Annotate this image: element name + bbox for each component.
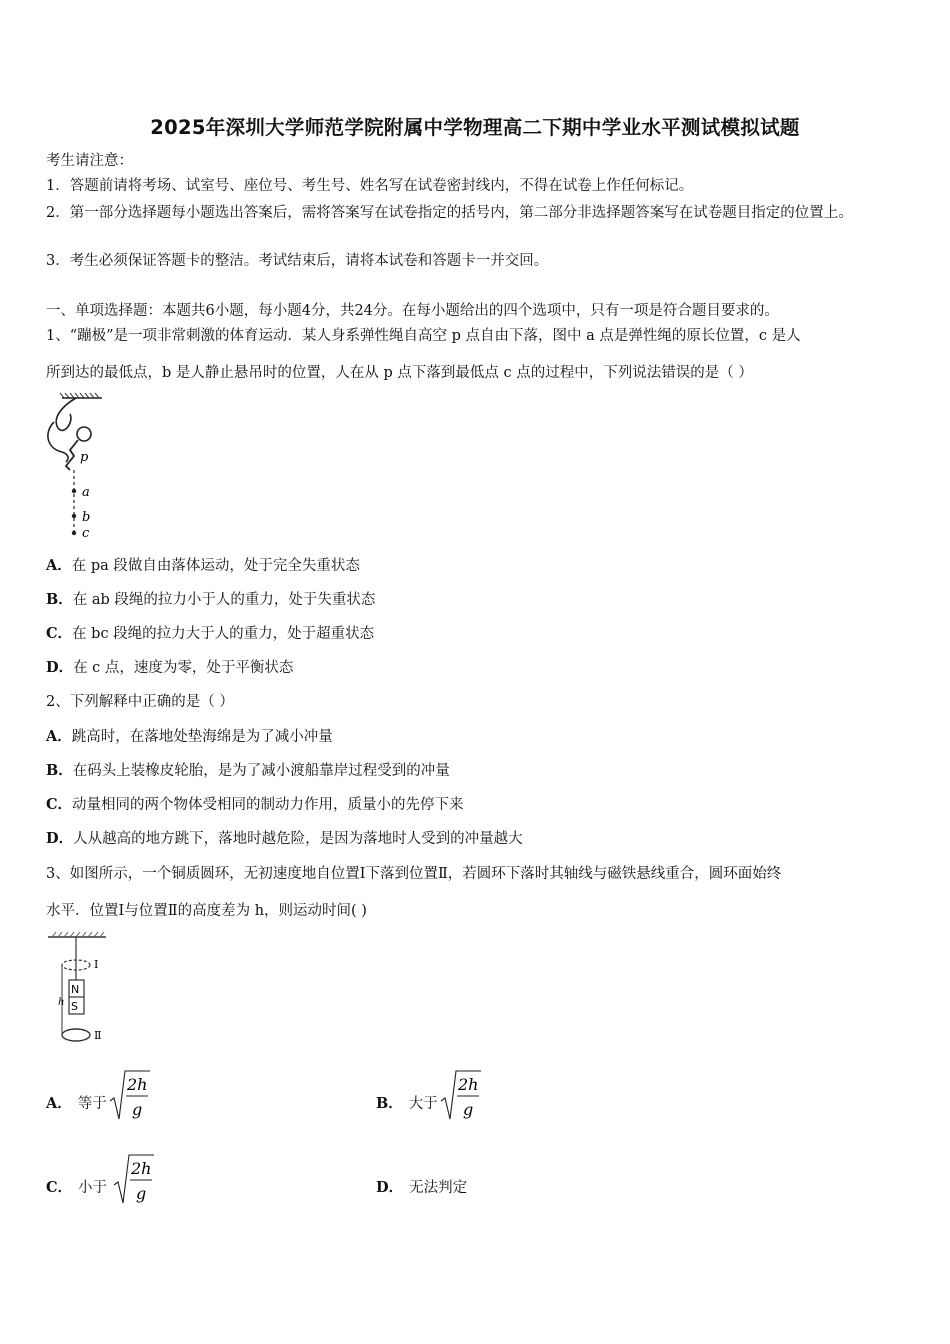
page-title: 2025年深圳大学师范学院附属中学物理高二下期中学业水平测试模拟试题 xyxy=(150,116,800,139)
notice-heading: 考生请注意： xyxy=(46,153,133,169)
svg-text:g: g xyxy=(136,1184,147,1203)
q1-stem-line2: 所到达的最低点，b 是人静止悬吊时的位置，人在从 p 点下落到最低点 c 点的过程中，下列说法错误的是（ ） xyxy=(46,365,753,381)
section-heading: 一、单项选择题：本题共6小题，每小题4分，共24分。在每小题给出的四个选项中，只有一项是符合题目要求的。 xyxy=(46,303,779,319)
sqrt-2h-over-g-c xyxy=(112,1151,156,1207)
q1-option-d: D．在 c 点，速度为零，处于平衡状态 xyxy=(46,659,294,676)
label-c: c xyxy=(82,526,90,541)
svg-text:2h: 2h xyxy=(458,1075,479,1094)
position-2-label: Ⅱ xyxy=(94,1029,102,1042)
notice-item-3: 3．考生必须保证答题卡的整洁。考试结束后，请将本试卷和答题卡一并交回。 xyxy=(46,253,549,269)
q1-option-a: A．在 pa 段做自由落体运动，处于完全失重状态 xyxy=(46,557,360,574)
q1-option-c: C．在 bc 段绳的拉力大于人的重力，处于超重状态 xyxy=(46,625,375,642)
q3-option-a: A． 等于 xyxy=(46,1095,107,1112)
q3-option-c: C． 小于 xyxy=(46,1179,108,1196)
q1-option-b: B．在 ab 段绳的拉力小于人的重力，处于失重状态 xyxy=(46,591,376,608)
magnet-ring-figure xyxy=(46,930,116,1050)
svg-text:2h: 2h xyxy=(131,1159,152,1178)
sqrt-2h-over-g-a xyxy=(108,1067,152,1123)
label-a: a xyxy=(82,485,90,500)
q3-option-d: D． 无法判定 xyxy=(376,1179,468,1196)
svg-text:g: g xyxy=(132,1100,143,1119)
svg-text:g: g xyxy=(463,1100,474,1119)
q2-option-d: D．人从越高的地方跳下，落地时越危险，是因为落地时人受到的冲量越大 xyxy=(46,830,523,847)
q3-stem-line2: 水平．位置Ⅰ与位置Ⅱ的高度差为 h，则运动时间( ) xyxy=(46,903,367,919)
q3-option-b: B． 大于 xyxy=(376,1095,438,1112)
magnet-s-label: S xyxy=(71,1000,78,1013)
svg-text:2h: 2h xyxy=(127,1075,148,1094)
height-label: h xyxy=(58,997,65,1008)
position-1-label: Ⅰ xyxy=(94,958,99,971)
q2-option-c: C．动量相同的两个物体受相同的制动力作用，质量小的先停下来 xyxy=(46,796,464,813)
notice-item-2: 2．第一部分选择题每小题选出答案后，需将答案写在试卷指定的括号内，第二部分非选择题答案写在试卷题目指定的位置上。 xyxy=(46,205,853,221)
notice-item-1: 1．答题前请将考场、试室号、座位号、考生号、姓名写在试卷密封线内，不得在试卷上作任何标记。 xyxy=(46,178,694,194)
magnet-n-label: N xyxy=(71,983,80,996)
label-p: p xyxy=(80,450,89,465)
label-b: b xyxy=(82,510,91,525)
q3-stem-line1: 3、如图所示，一个铜质圆环，无初速度地自位置Ⅰ下落到位置Ⅱ，若圆环下落时其轴线与磁铁悬线重合，圆环面始终 xyxy=(46,866,782,882)
q2-option-a: A．跳高时，在落地处垫海绵是为了减小冲量 xyxy=(46,728,333,745)
q2-stem: 2、下列解释中正确的是（ ） xyxy=(46,694,234,710)
bungee-figure xyxy=(40,392,110,542)
q1-stem-line1: 1、“蹦极”是一项非常刺激的体育运动．某人身系弹性绳自高空 p 点自由下落，图中 a 点是弹性绳的原长位置，c 是人 xyxy=(46,328,801,344)
q2-option-b: B．在码头上装橡皮轮胎，是为了减小渡船靠岸过程受到的冲量 xyxy=(46,762,450,779)
sqrt-2h-over-g-b xyxy=(439,1067,483,1123)
